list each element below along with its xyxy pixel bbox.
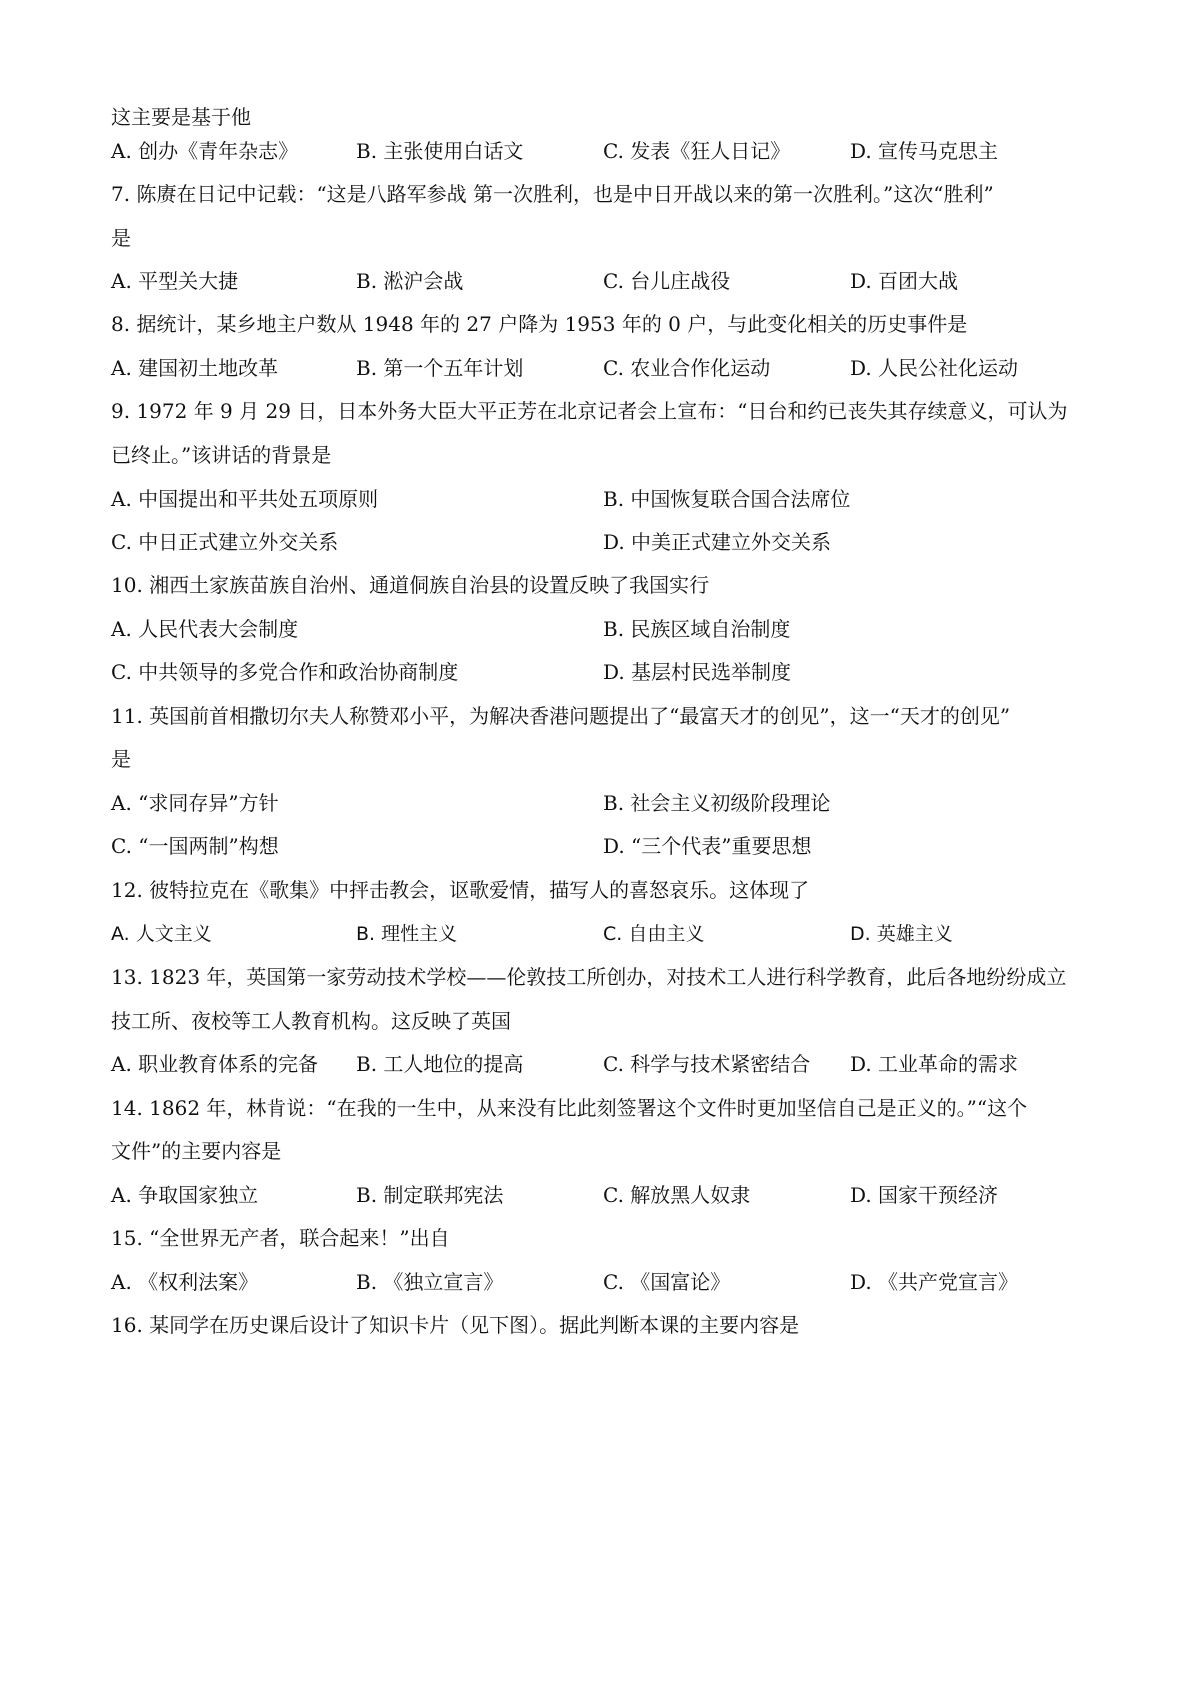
q12-option-d: D. 英雄主义 <box>850 923 953 945</box>
q7-option-a: A. 平型关大捷 <box>111 269 239 293</box>
q14-option-c: C. 解放黑人奴隶 <box>603 1183 751 1207</box>
question-10-stem: 10. 湘西土家族苗族自治州、通道侗族自治县的设置反映了我国实行 <box>111 573 710 597</box>
question-9-stem-cont: 已终止。”该讲话的背景是 <box>111 443 332 467</box>
q7-option-c: C. 台儿庄战役 <box>603 269 731 293</box>
q6-option-b: B. 主张使用白话文 <box>356 139 524 163</box>
q10-option-a: A. 人民代表大会制度 <box>111 617 299 641</box>
q11-option-b: B. 社会主义初级阶段理论 <box>603 791 831 815</box>
q6-option-c: C. 发表《狂人日记》 <box>603 139 791 163</box>
q10-option-b: B. 民族区域自治制度 <box>603 617 791 641</box>
question-7-stem-cont: 是 <box>111 226 131 250</box>
q11-option-a: A. “求同存异”方针 <box>111 791 279 815</box>
q9-option-c: C. 中日正式建立外交关系 <box>111 530 339 554</box>
q13-option-c: C. 科学与技术紧密结合 <box>603 1052 811 1076</box>
q8-option-c: C. 农业合作化运动 <box>603 356 771 380</box>
q10-option-c: C. 中共领导的多党合作和政治协商制度 <box>111 660 459 684</box>
q8-option-a: A. 建国初土地改革 <box>111 356 279 380</box>
question-13-stem: 13. 1823 年，英国第一家劳动技术学校——伦敦技工所创办，对技术工人进行科学教育，此后各地纷纷成立 <box>111 965 1067 989</box>
q6-option-a: A. 创办《青年杂志》 <box>111 139 299 163</box>
q13-option-a: A. 职业教育体系的完备 <box>111 1052 319 1076</box>
question-11-stem: 11. 英国前首相撒切尔夫人称赞邓小平，为解决香港问题提出了“最富天才的创见”，这一“天才的创见” <box>111 704 1011 728</box>
q14-option-a: A. 争取国家独立 <box>111 1183 259 1207</box>
q12-option-a: A. 人文主义 <box>111 923 212 945</box>
question-12-stem: 12. 彼特拉克在《歌集》中抨击教会，讴歌爱情，描写人的喜怒哀乐。这体现了 <box>111 878 810 902</box>
q11-option-c: C. “一国两制”构想 <box>111 834 279 858</box>
question-13-stem-cont: 技工所、夜校等工人教育机构。这反映了英国 <box>111 1009 511 1033</box>
q7-option-d: D. 百团大战 <box>850 269 959 293</box>
question-11-stem-cont: 是 <box>111 747 131 771</box>
q6-option-d: D. 宣传马克思主 <box>850 139 999 163</box>
q8-option-b: B. 第一个五年计划 <box>356 356 524 380</box>
q12-option-b: B. 理性主义 <box>356 923 458 945</box>
question-9-stem: 9. 1972 年 9 月 29 日，日本外务大臣大平正芳在北京记者会上宣布：“日台和约已丧失其存续意义，可认为 <box>111 399 1068 423</box>
q13-option-b: B. 工人地位的提高 <box>356 1052 524 1076</box>
q15-option-b: B. 《独立宣言》 <box>356 1270 504 1294</box>
question-14-stem: 14. 1862 年，林肯说：“在我的一生中，从来没有比此刻签署这个文件时更加坚信自己是正义的。”“这个 <box>111 1096 1028 1120</box>
q13-option-d: D. 工业革命的需求 <box>850 1052 1019 1076</box>
question-6-stem-tail: 这主要是基于他 <box>111 105 251 129</box>
q11-option-d: D. “三个代表”重要思想 <box>603 834 812 858</box>
q12-option-c: C. 自由主义 <box>603 923 705 945</box>
q15-option-d: D. 《共产党宣言》 <box>850 1270 1019 1294</box>
question-7-stem: 7. 陈赓在日记中记载：“这是八路军参战 第一次胜利，也是中日开战以来的第一次胜利。”这次“胜利” <box>111 182 994 206</box>
q9-option-d: D. 中美正式建立外交关系 <box>603 530 832 554</box>
q15-option-a: A. 《权利法案》 <box>111 1270 259 1294</box>
question-14-stem-cont: 文件”的主要内容是 <box>111 1139 282 1163</box>
q15-option-c: C. 《国富论》 <box>603 1270 731 1294</box>
q14-option-b: B. 制定联邦宪法 <box>356 1183 504 1207</box>
question-16-stem: 16. 某同学在历史课后设计了知识卡片（见下图）。据此判断本课的主要内容是 <box>111 1313 800 1337</box>
question-15-stem: 15. “全世界无产者，联合起来！”出自 <box>111 1226 450 1250</box>
q9-option-b: B. 中国恢复联合国合法席位 <box>603 487 851 511</box>
q14-option-d: D. 国家干预经济 <box>850 1183 999 1207</box>
q8-option-d: D. 人民公社化运动 <box>850 356 1019 380</box>
q7-option-b: B. 淞沪会战 <box>356 269 464 293</box>
q9-option-a: A. 中国提出和平共处五项原则 <box>111 487 379 511</box>
question-8-stem: 8. 据统计，某乡地主户数从 1948 年的 27 户降为 1953 年的 0 户，与此变化相关的历史事件是 <box>111 312 968 336</box>
q10-option-d: D. 基层村民选举制度 <box>603 660 792 684</box>
